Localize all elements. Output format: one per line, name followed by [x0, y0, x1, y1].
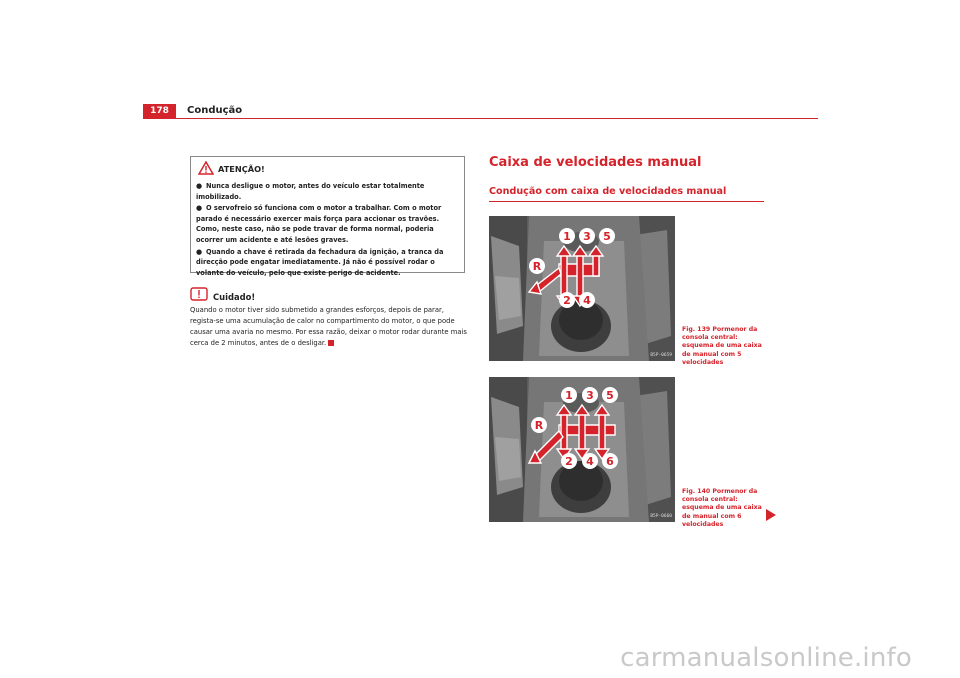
svg-text:3: 3 — [586, 389, 594, 402]
subsection-title: Condução com caixa de velocidades manual — [489, 186, 727, 197]
svg-text:2: 2 — [563, 294, 571, 307]
svg-text:R: R — [532, 260, 542, 273]
warning-title: ATENÇÃO! — [218, 164, 265, 174]
warning-item — [196, 203, 460, 245]
subsection-rule — [489, 201, 764, 202]
warning-item-text: O servofreio só funciona com o motor a trabalhar. Com o motor parado é necessário exercer mais força para accionar os travões. Como, neste caso, não se pode travar de forma normal, poderia ocorrer um acidente e até lesões graves. — [196, 204, 442, 244]
page-title: Condução — [187, 105, 243, 116]
svg-text:4: 4 — [583, 294, 591, 307]
gear-shift-photo — [489, 216, 675, 361]
watermark-text: carmanualsonline.info — [620, 643, 912, 673]
bullet-icon: ● — [196, 247, 203, 256]
watermark-bar — [0, 637, 960, 678]
svg-text:1: 1 — [563, 230, 571, 243]
gear-shift-photo — [489, 377, 675, 522]
warning-header — [191, 157, 464, 179]
figure-caption: Fig. 140 Pormenor da consola central: esquema de uma caixa de manual com 6 velocidades — [682, 488, 762, 528]
warning-item-text: Nunca desligue o motor, antes do veículo estar totalmente imobilizado. — [196, 182, 425, 201]
svg-text:R: R — [534, 419, 544, 432]
next-page-arrow-icon[interactable] — [765, 508, 777, 522]
section-title: Caixa de velocidades manual — [489, 155, 702, 170]
svg-text:5: 5 — [603, 230, 611, 243]
header-rule — [143, 118, 818, 119]
end-of-section-icon — [328, 340, 334, 346]
bullet-icon: ● — [196, 182, 203, 190]
page-number: 178 — [143, 104, 176, 118]
caution-title: Cuidado! — [213, 292, 256, 302]
warning-item-text: Quando a chave é retirada da fechadura da ignição, a tranca da direcção pode engatar imediatamente. Já não é possível rodar o volante do veículo, pelo que existe perigo de acidente. — [196, 247, 444, 277]
bullet-icon: ● — [196, 204, 203, 213]
caution-exclamation-icon — [190, 287, 208, 301]
warning-triangle-icon — [198, 161, 214, 175]
figure-code: B5P-0659 — [650, 353, 672, 358]
figure-gearbox-6-speed — [489, 377, 675, 522]
warning-item — [196, 181, 460, 202]
figure-gearbox-5-speed — [489, 216, 675, 361]
svg-text:4: 4 — [586, 455, 594, 468]
caution-text-body: Quando o motor tiver sido submetido a grandes esforços, depois de parar, regista-se uma acumulação de calor no compartimento do motor, o que pode causar uma avaria no mesmo. Por essa razão, deixar o motor rodar durante mais cerca de 2 minutos, antes de o desligar. — [190, 306, 467, 347]
figure-caption: Fig. 139 Pormenor da consola central: esquema de uma caixa de manual com 5 velocidades — [682, 326, 762, 366]
warning-list — [196, 181, 460, 279]
caution-text — [190, 305, 470, 349]
svg-text:6: 6 — [606, 455, 614, 468]
warning-box — [190, 156, 465, 277]
svg-text:1: 1 — [565, 389, 573, 402]
warning-item — [196, 247, 460, 279]
figure-code: B5P-0660 — [650, 514, 672, 519]
svg-text:5: 5 — [606, 389, 614, 402]
caution-block — [190, 287, 470, 349]
svg-text:2: 2 — [565, 455, 573, 468]
svg-text:3: 3 — [583, 230, 591, 243]
caution-header — [190, 287, 470, 303]
